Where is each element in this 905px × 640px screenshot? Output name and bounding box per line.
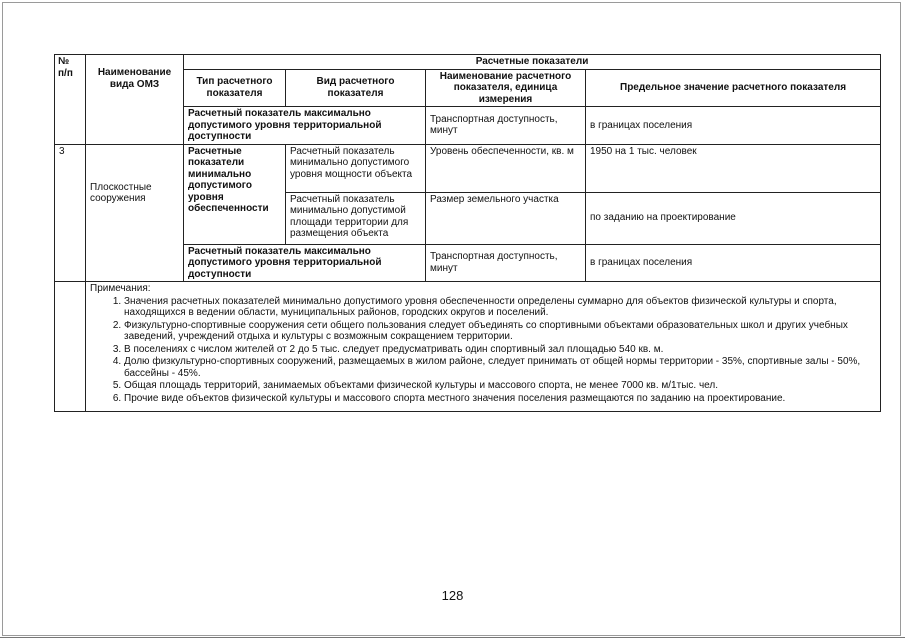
- scan-edge-line: [0, 637, 905, 638]
- page-number: 128: [441, 588, 464, 603]
- row-type-min: Расчетные показатели минимально допустимого уровня обеспеченности: [184, 144, 286, 244]
- row-type-max: Расчетный показатель максимально допустимого уровня территориальной доступности: [184, 244, 426, 282]
- header-view: Вид расчетного показателя: [286, 69, 426, 107]
- header-number: № п/п: [55, 55, 86, 145]
- norms-table: [54, 54, 881, 412]
- row-name-provision: Уровень обеспеченности, кв. м: [426, 144, 586, 192]
- row-kind: Плоскостные сооружения: [86, 144, 184, 282]
- notes-title: Примечания:: [90, 283, 151, 294]
- row-view-capacity: Расчетный показатель минимально допустимого уровня мощности объекта: [286, 144, 426, 192]
- note-item: 4. Долю физкультурно-спортивных сооружений, размещаемых в жилом районе, следует принимать от общей нормы территории - 35%, спортивные залы - 50%, бассейны - 45%.: [124, 356, 876, 380]
- row-limit-plot: по заданию на проектирование: [586, 192, 881, 244]
- row-limit-transport: в границах поселения: [586, 244, 881, 282]
- notes-cell: [86, 282, 881, 412]
- header-name: Наименование расчетного показателя, единица измерения: [426, 69, 586, 107]
- header-kind: Наименование вида ОМЗ: [86, 55, 184, 145]
- row-name-transport: Транспортная доступность, минут: [426, 244, 586, 282]
- notes-empty-cell: [55, 282, 86, 412]
- header-type: Тип расчетного показателя: [184, 69, 286, 107]
- note-item: 1. Значения расчетных показателей минимально допустимого уровня обеспеченности определены суммарно для объектов физической культуры и спорта, находящихся в ведении области, муниципальных районов, городских округов и поселений.: [124, 296, 876, 320]
- notes-list: [90, 296, 876, 406]
- note-item: 2. Физкультурно-спортивные сооружения сети общего пользования следует объединять со спортивными объектами образовательных школ и других учебных заведений, учреждений отдыха и культуры с возможным сокращением территории.: [124, 320, 876, 344]
- header-group: Расчетные показатели: [184, 55, 881, 70]
- header-limit: Предельное значение расчетного показателя: [586, 69, 881, 107]
- row-view-area: Расчетный показатель минимально допустимой площади территории для размещения объекта: [286, 192, 426, 244]
- note-item: 5. Общая площадь территорий, занимаемых объектами физической культуры и массового спорта, не менее 7000 кв. м/1тыс. чел.: [124, 380, 876, 393]
- top-max-name: Транспортная доступность, минут: [426, 107, 586, 145]
- top-max-type: Расчетный показатель максимально допустимого уровня территориальной доступности: [184, 107, 426, 145]
- row-name-plot: Размер земельного участка: [426, 192, 586, 244]
- top-max-limit: в границах поселения: [586, 107, 881, 145]
- row-number: 3: [55, 144, 86, 282]
- row-limit-provision: 1950 на 1 тыс. человек: [586, 144, 881, 192]
- note-item: 3. В поселениях с числом жителей от 2 до 5 тыс. следует предусматривать один спортивный зал площадью 540 кв. м.: [124, 344, 876, 357]
- note-item: 6. Прочие виде объектов физической культуры и массового спорта местного значения поселения размещаются по заданию на проектирование.: [124, 393, 876, 406]
